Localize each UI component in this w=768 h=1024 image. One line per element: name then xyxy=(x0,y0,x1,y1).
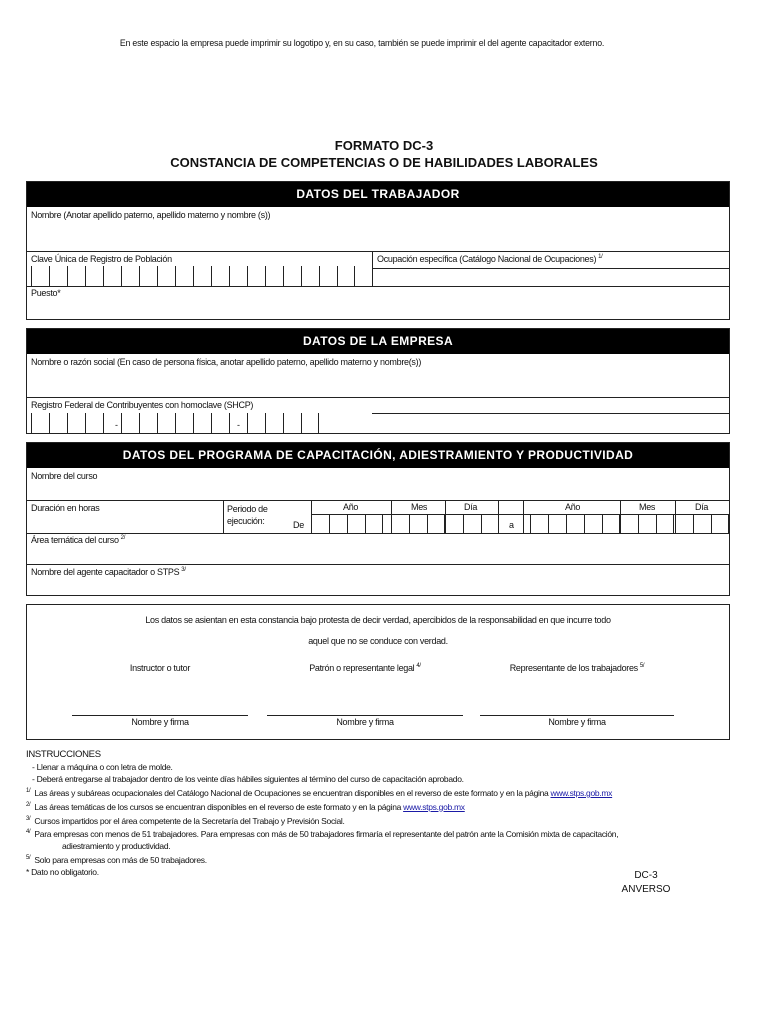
start-month-label: Mes xyxy=(411,502,428,512)
end-date-month-cells[interactable] xyxy=(620,514,674,534)
worker-section-heading: DATOS DEL TRABAJADOR xyxy=(27,182,729,207)
workers-rep-name-sign: Nombre y firma xyxy=(548,717,606,727)
employer-label: Patrón o representante legal $^{4/}$ xyxy=(309,663,421,673)
instructions xyxy=(26,749,618,878)
note-5: $^{5/}$ Solo para empresas con más de 50 trabajadores. xyxy=(26,855,207,866)
end-year-label: Año xyxy=(565,502,581,512)
course-name-label: Nombre del curso xyxy=(31,471,98,481)
instructions-title: INSTRUCCIONES xyxy=(26,749,101,760)
curp-field[interactable] xyxy=(31,266,355,286)
duration-field[interactable] xyxy=(27,515,222,533)
company-name-field[interactable] xyxy=(27,369,729,397)
page-title: CONSTANCIA DE COMPETENCIAS O DE HABILIDADES LABORALES xyxy=(170,155,598,170)
note-4: $^{4/}$ Para empresas con menos de 51 trabajadores. Para empresas con más de 50 trabajadores firmaría el representante del patrón ante la Comisión mixta de capacitación, xyxy=(26,829,619,840)
start-date-month-cells[interactable] xyxy=(391,514,445,534)
stps-link-1[interactable]: www.stps.gob.mx xyxy=(550,787,613,798)
employer-signature-field[interactable] xyxy=(267,685,463,715)
company-name-label: Nombre o razón social (En caso de persona física, anotar apellido paterno, apellido materno y nombre(s)) xyxy=(31,357,422,367)
trainer-agent-label: Nombre del agente capacitador o STPS $^{3/}$ xyxy=(31,567,186,577)
format-code: FORMATO DC-3 xyxy=(334,138,434,153)
end-day-label: Día xyxy=(695,502,709,512)
start-year-label: Año xyxy=(343,502,359,512)
program-section-heading: DATOS DEL PROGRAMA DE CAPACITACIÓN, ADIESTRAMIENTO Y PRODUCTIVIDAD xyxy=(27,443,729,468)
instructor-name-sign: Nombre y firma xyxy=(131,717,189,727)
declaration-line-1: Los datos se asientan en esta constancia bajo protesta de decir verdad, apercibidos de la responsabilidad en que incurre todo xyxy=(145,615,611,625)
rfc-field[interactable] xyxy=(31,413,319,433)
footer-code: DC-3 xyxy=(634,870,658,881)
end-date-year-cells[interactable] xyxy=(530,514,620,534)
declaration-line-2: aquel que no se conduce con verdad. xyxy=(308,636,448,646)
position-label: Puesto* xyxy=(31,288,61,298)
period-from-label: De xyxy=(293,520,304,530)
period-label-1: Periodo de xyxy=(227,504,268,514)
stps-link-2[interactable]: www.stps.gob.mx xyxy=(403,801,465,812)
position-field[interactable] xyxy=(27,298,729,319)
worker-section xyxy=(26,181,730,320)
workers-rep-signature-field[interactable] xyxy=(480,685,674,715)
program-section xyxy=(26,442,730,596)
thematic-area-field[interactable] xyxy=(27,545,729,563)
thematic-area-label: Área temática del curso $^{2/}$ xyxy=(31,535,126,545)
period-label-2: ejecución: xyxy=(227,516,265,526)
start-date-year-cells[interactable] xyxy=(311,514,383,534)
start-day-label: Día xyxy=(464,502,478,512)
instructor-signature-field[interactable] xyxy=(72,685,248,715)
note-2: $^{2/}$ Las áreas temáticas de los cursos se encuentran disponibles en el reverso de este formato y en la página www.stps.gob.mx xyxy=(26,801,465,812)
course-name-field[interactable] xyxy=(27,483,729,499)
company-section-heading: DATOS DE LA EMPRESA xyxy=(27,329,729,354)
note-3: $^{3/}$ Cursos impartidos por el área competente de la Secretaría del Trabajo y Previsión Social. xyxy=(26,815,345,826)
logo-space-note: En este espacio la empresa puede imprimir su logotipo y, en su caso, también se puede imprimir el del agente capacitador externo. xyxy=(119,38,605,49)
start-date-day-cells[interactable] xyxy=(445,514,499,534)
period-to-label: a xyxy=(509,520,514,530)
signatures-section xyxy=(26,604,730,740)
instruction-2: - Deberá entregarse al trabajador dentro de los veinte días hábiles siguientes al término del curso de capacitación aprobado. xyxy=(32,774,464,784)
optional-field-note: * Dato no obligatorio. xyxy=(26,867,99,878)
end-date-day-cells[interactable] xyxy=(675,514,729,534)
trainer-agent-field[interactable] xyxy=(27,579,729,595)
occupation-label: Ocupación específica (Catálogo Nacional de Ocupaciones) $^{1/}$ xyxy=(377,254,603,264)
instruction-1: - Llenar a máquina o con letra de molde. xyxy=(32,762,173,772)
note-1: $^{1/}$ Las áreas y subáreas ocupacionales del Catálogo Nacional de Ocupaciones se encuentran disponibles en el reverso de este formato y en la página www.stps.gob.mx xyxy=(26,787,613,798)
instructor-label: Instructor o tutor xyxy=(129,663,191,673)
end-month-label: Mes xyxy=(639,502,656,512)
note-4-continued: adiestramiento y productividad. xyxy=(62,841,171,852)
occupation-field[interactable] xyxy=(373,269,729,286)
worker-name-field[interactable] xyxy=(27,222,729,250)
employer-name-sign: Nombre y firma xyxy=(336,717,394,727)
duration-label: Duración en horas xyxy=(31,503,100,513)
rfc-dash-1: - xyxy=(115,420,118,430)
curp-label: Clave Única de Registro de Población xyxy=(31,254,172,264)
workers-rep-label: Representante de los trabajadores $^{5/}$ xyxy=(509,663,645,673)
rfc-label: Registro Federal de Contribuyentes con homoclave (SHCP) xyxy=(31,400,254,410)
worker-name-label: Nombre (Anotar apellido paterno, apellido materno y nombre (s)) xyxy=(31,210,271,220)
footer-side: ANVERSO xyxy=(621,884,671,895)
company-section xyxy=(26,328,730,434)
rfc-dash-2: - xyxy=(237,420,240,430)
